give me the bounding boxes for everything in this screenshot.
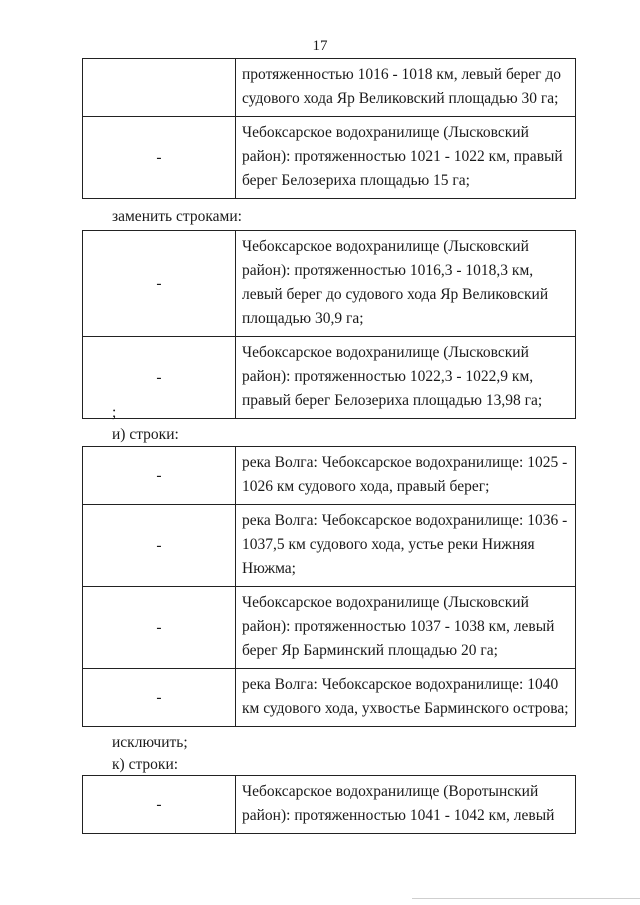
table-rows-i xyxy=(82,446,576,727)
table-row xyxy=(83,669,576,727)
dash-cell: - xyxy=(83,337,236,419)
row-text: Чебоксарское водохранилище (Лысковский район): протяженностью 1016,3 - 1018,3 км, левый берег до судового хода Яр Великовский площадью 30,9 га; xyxy=(236,231,576,337)
dash-cell: - xyxy=(83,669,236,727)
table-row xyxy=(83,117,576,199)
table-row xyxy=(83,776,576,834)
table-row xyxy=(83,505,576,587)
row-text: река Волга: Чебоксарское водохранилище: 1040 км судового хода, ухвостье Барминского острова; xyxy=(236,669,576,727)
table-rows-original xyxy=(82,58,576,199)
dash-cell: - xyxy=(83,587,236,669)
section-i-heading: и) строки: xyxy=(112,426,179,443)
dash-cell: - xyxy=(83,776,236,834)
instruction-exclude: исключить; xyxy=(112,734,188,751)
row-text: река Волга: Чебоксарское водохранилище: 1025 - 1026 км судового хода, правый берег; xyxy=(236,447,576,505)
page-number: 17 xyxy=(312,38,328,54)
table-row xyxy=(83,231,576,337)
row-text: река Волга: Чебоксарское водохранилище: 1036 - 1037,5 км судового хода, устье реки Нижняя Нюжма; xyxy=(236,505,576,587)
table-rows-k xyxy=(82,775,576,834)
scan-edge-divider xyxy=(412,898,640,899)
table-row xyxy=(83,447,576,505)
dash-cell: - xyxy=(83,447,236,505)
table-row xyxy=(83,337,576,419)
row-text: протяженностью 1016 - 1018 км, левый берег до судового хода Яр Великовский площадью 30 га; xyxy=(236,59,576,117)
instruction-replace: заменить строками: xyxy=(112,208,242,225)
row-text: Чебоксарское водохранилище (Лысковский район): протяженностью 1022,3 - 1022,9 км, правый берег Белозериха площадью 13,98 га; xyxy=(236,337,576,419)
dash-cell: - xyxy=(83,231,236,337)
section-k-heading: к) строки: xyxy=(112,756,179,773)
semicolon-line: ; xyxy=(112,404,117,421)
dash-cell xyxy=(83,59,236,117)
row-text: Чебоксарское водохранилище (Воротынский район): протяженностью 1041 - 1042 км, левый xyxy=(236,776,576,834)
dash-cell: - xyxy=(83,117,236,199)
table-row xyxy=(83,59,576,117)
dash-cell: - xyxy=(83,505,236,587)
row-text: Чебоксарское водохранилище (Лысковский район): протяженностью 1021 - 1022 км, правый берег Белозериха площадью 15 га; xyxy=(236,117,576,199)
table-rows-replacement xyxy=(82,230,576,419)
row-text: Чебоксарское водохранилище (Лысковский район): протяженностью 1037 - 1038 км, левый берег Яр Барминский площадью 20 га; xyxy=(236,587,576,669)
table-row xyxy=(83,587,576,669)
